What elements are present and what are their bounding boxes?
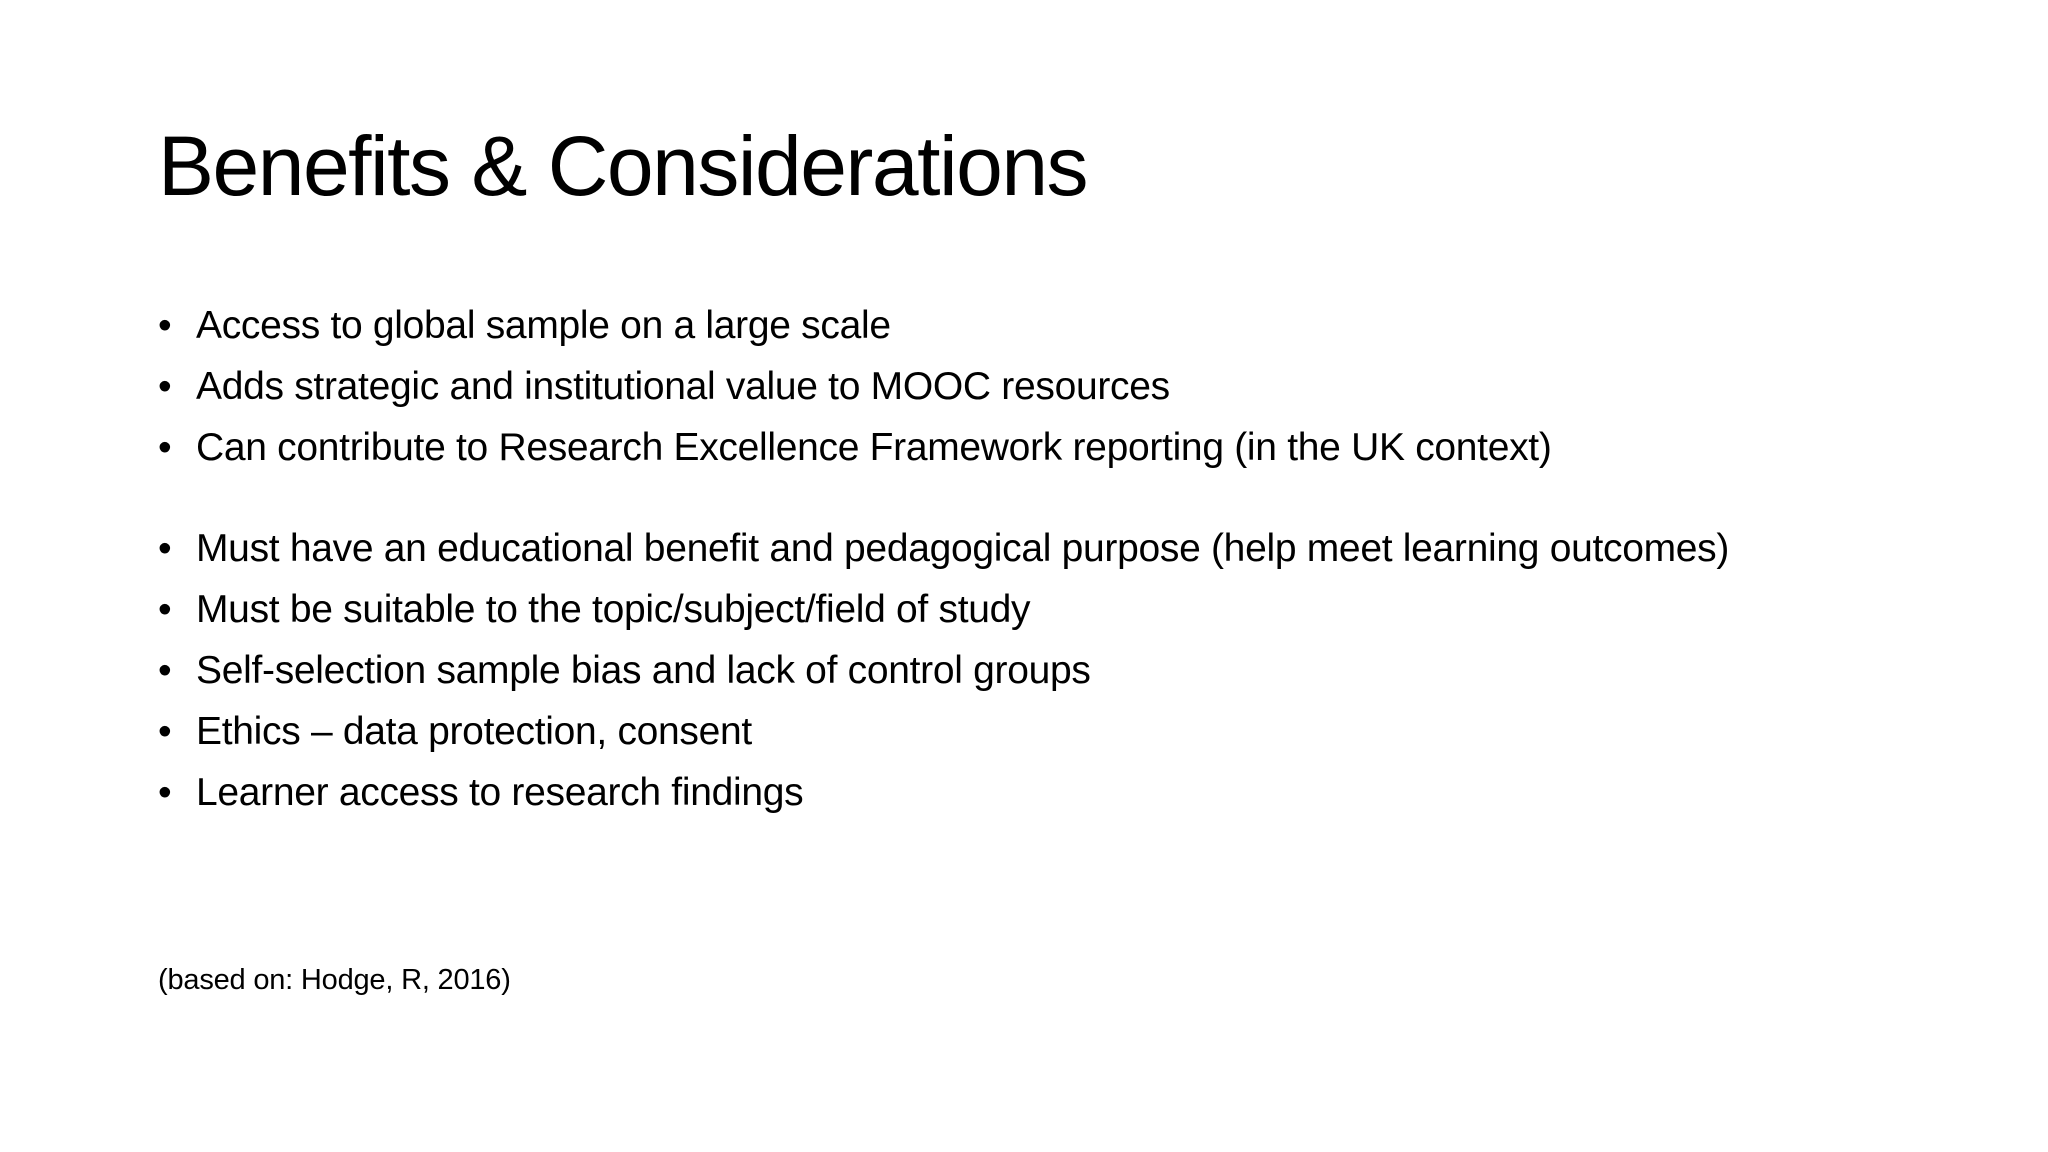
bullet-consideration-learner-access: • Learner access to research findings [158,773,1858,813]
bullet-list [158,306,1858,834]
bullet-benefit-global-sample: • Access to global sample on a large scale [158,306,1858,346]
bullet-consideration-sample-bias: • Self-selection sample bias and lack of control groups [158,651,1858,691]
bullet-consideration-ethics: • Ethics – data protection, consent [158,712,1858,752]
bullet-benefit-ref-reporting: • Can contribute to Research Excellence Framework reporting (in the UK context) [158,428,1858,468]
bullet-benefit-strategic-value: • Adds strategic and institutional value to MOOC resources [158,367,1858,407]
bullet-consideration-suitable-topic: • Must be suitable to the topic/subject/field of study [158,590,1858,630]
bullet-consideration-educational-benefit: • Must have an educational benefit and pedagogical purpose (help meet learning outcomes) [158,529,1858,569]
citation: (based on: Hodge, R, 2016) [158,964,511,996]
slide-title: Benefits & Considerations [158,119,1088,213]
